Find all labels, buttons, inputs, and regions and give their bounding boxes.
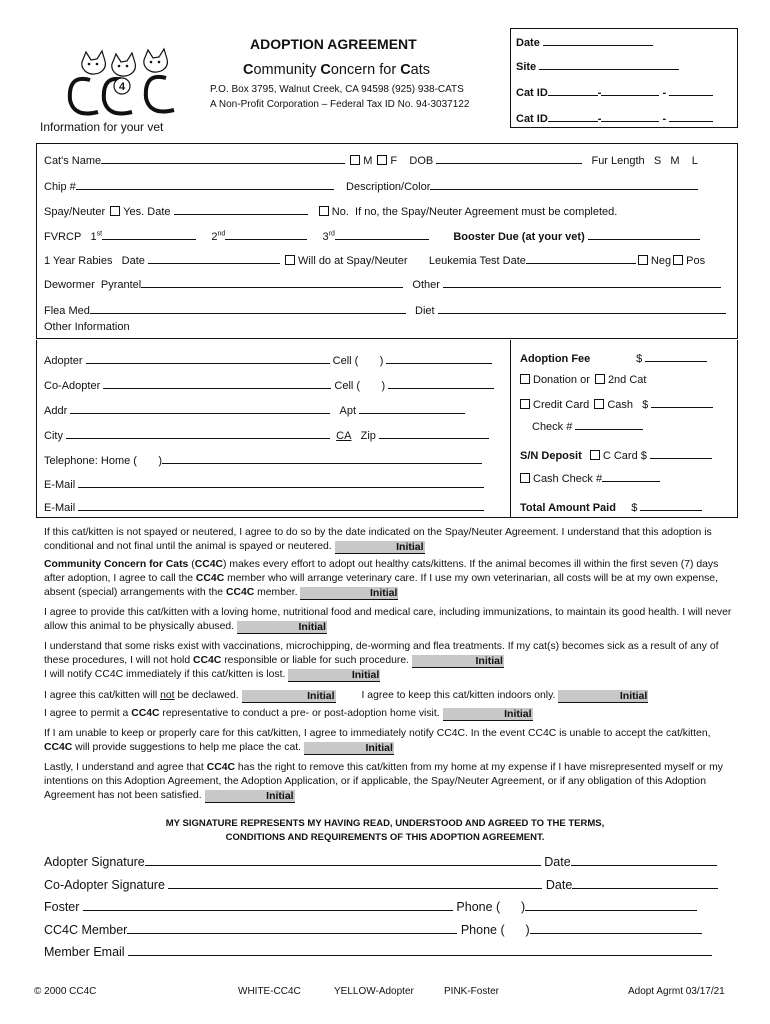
page-title: ADOPTION AGREEMENT (250, 36, 417, 52)
member-email-row: Member Email (44, 942, 712, 959)
adoption-fee-input[interactable] (645, 350, 707, 362)
coadopter-signature-input[interactable] (168, 875, 542, 889)
coadopter-input[interactable] (103, 377, 331, 389)
member-input[interactable] (127, 920, 457, 934)
other-input[interactable] (443, 276, 721, 288)
address-row: Addr Apt (44, 402, 465, 417)
total-input[interactable] (640, 499, 702, 511)
term-visit: I agree to permit a CC4C representative to conduct a pre- or post-adoption home visit. Initial (44, 708, 532, 720)
fvrcp-3-input[interactable] (335, 228, 429, 240)
sn-cash-checkbox[interactable] (520, 473, 530, 483)
cat-id-field-2[interactable]: Cat ID - - (516, 110, 713, 125)
initial-box[interactable]: Initial (558, 690, 648, 703)
initial-box[interactable]: Initial (237, 621, 327, 634)
org-tax-id: A Non-Profit Corporation – Federal Tax ID No. 94-3037122 (210, 99, 470, 110)
credit-card-checkbox[interactable] (520, 399, 530, 409)
foster-phone-input[interactable] (525, 897, 697, 911)
initial-box[interactable]: Initial (335, 541, 425, 554)
other-info-label: Other Information (44, 321, 130, 333)
member-email-input[interactable] (128, 942, 712, 956)
adopter-signature-row: Adopter Signature Date (44, 852, 717, 869)
spay-no-checkbox[interactable] (319, 206, 329, 216)
booster-input[interactable] (588, 228, 700, 240)
initial-box[interactable]: Initial (412, 655, 504, 668)
spay-yes-checkbox[interactable] (110, 206, 120, 216)
fvrcp-row: FVRCP 1st 2nd 3rd Booster Due (at your vet) (44, 228, 700, 243)
signature-heading-2: CONDITIONS AND REQUIREMENTS OF THIS ADOPTION AGREEMENT. (225, 832, 545, 843)
spay-date-input[interactable] (174, 203, 308, 215)
term-care: I agree to provide this cat/kitten with a loving home, nutritional food and medical care, including immunizations, to maintain its good health. I will never allow this animal to be physically abused. Initial (44, 607, 732, 634)
term-rehome: If I am unable to keep or properly care for this cat/kitten, I agree to immediately notify CC4C. In the event CC4C is unable to accept the cat/kitten, CC4C will provide suggestions to help me place the cat. Initial (44, 728, 711, 755)
org-name: Community Concern for Cats (243, 62, 431, 78)
telephone-input[interactable] (162, 452, 482, 464)
initial-box[interactable]: Initial (300, 587, 398, 600)
foster-input[interactable] (83, 897, 453, 911)
member-phone-input[interactable] (530, 920, 702, 934)
term-remove: Lastly, I understand and agree that CC4C has the right to remove this cat/kitten from my home at my expense if I have misrepresented myself or my intentions on this Adoption Agreement, the Adoption Application, or if applicable, the Spay/Neuter Agreement, or if any obligation of this Adoption Agreement has not been satisfied. Initial (44, 762, 723, 803)
org-address: P.O. Box 3795, Walnut Creek, CA 94598 (925) 938-CATS (210, 84, 464, 95)
cat-logo-icon (62, 42, 182, 120)
copyright: © 2000 CC4C (34, 986, 97, 997)
payment-amount-input[interactable] (651, 396, 713, 408)
email-input-2[interactable] (78, 499, 484, 511)
rabies-date-input[interactable] (148, 252, 280, 264)
initial-box[interactable]: Initial (242, 690, 336, 703)
donation-row: Donation or 2nd Cat (518, 374, 646, 386)
total-row: Total Amount Paid $ (520, 499, 702, 514)
coadopter-row: Co-Adopter Cell ( ) (44, 377, 494, 392)
adopter-signature-input[interactable] (145, 852, 541, 866)
cat-name-row: Cat's Name M F DOB Fur Length S M L (44, 152, 698, 167)
flea-row: Flea Med Diet (44, 302, 726, 317)
copy-white: WHITE-CC4C (238, 986, 301, 997)
cash-checkbox[interactable] (594, 399, 604, 409)
email-input-1[interactable] (78, 476, 484, 488)
initial-box[interactable]: Initial (205, 790, 295, 803)
chip-input[interactable] (76, 178, 334, 190)
sn-deposit-row: S/N Deposit C Card $ (520, 447, 712, 462)
email-row-1: E-Mail (44, 476, 484, 491)
signature-heading-1: MY SIGNATURE REPRESENTS MY HAVING READ, UNDERSTOOD AND AGREED TO THE TERMS, (165, 818, 605, 829)
term-health: Community Concern for Cats (CC4C) makes every effort to adopt out healthy cats/kittens. If the animal becomes ill within the first seven (7) days after adoption, I agree to call the CC4C member who will arrange veterinary care. If I use my own veterinarian, all costs will be at my own expense, absent (special) arrangements with the CC4C member. Initial (44, 559, 719, 600)
fvrcp-2-input[interactable] (225, 228, 307, 240)
adoption-fee-row: Adoption Fee $ (520, 350, 707, 365)
initial-box[interactable]: Initial (304, 742, 394, 755)
initial-box[interactable]: Initial (443, 708, 533, 721)
coadopter-signature-row: Co-Adopter Signature Date (44, 875, 718, 892)
adopter-cell-input[interactable] (386, 352, 492, 364)
term-spay: If this cat/kitten is not spayed or neutered, I agree to do so by the date indicated on the Spay/Neuter Agreement. I understand that this adoption is conditional and not final until the animal is spayed or neutered. Initial (44, 527, 712, 554)
vet-info-label: Information for your vet (40, 120, 164, 134)
adopter-sig-date-input[interactable] (571, 852, 717, 866)
female-checkbox[interactable] (377, 155, 387, 165)
member-row: CC4C Member Phone ( ) (44, 920, 702, 937)
adopter-input[interactable] (86, 352, 330, 364)
sn-check-input[interactable] (602, 470, 660, 482)
adopter-row: Adopter Cell ( ) (44, 352, 492, 367)
flea-input[interactable] (90, 302, 406, 314)
fee-divider (510, 340, 511, 518)
chip-row: Chip # Description/Color (44, 178, 698, 193)
address-input[interactable] (70, 402, 330, 414)
male-checkbox[interactable] (350, 155, 360, 165)
cat-id-field-1[interactable]: Cat ID - - (516, 84, 713, 99)
site-field[interactable]: Site (516, 58, 679, 73)
date-field[interactable]: Date (516, 34, 653, 49)
foster-row: Foster Phone ( ) (44, 897, 697, 914)
payment-row: Credit Card Cash $ (518, 396, 713, 411)
cat-name-input[interactable] (101, 152, 345, 164)
neg-checkbox[interactable] (638, 255, 648, 265)
telephone-row: Telephone: Home ( ) (44, 452, 482, 467)
term-risks: I understand that some risks exist with vaccinations, microchipping, de-worming and flea treatments. If my cat(s) becomes sick as a result of any of these procedures, I will not hold CC4C responsible or liable for such procedure. Initial I will notify CC4C immediately if this cat/kitten is lost. Initial (44, 641, 719, 682)
city-row: City CA Zip (44, 427, 489, 442)
apt-input[interactable] (359, 402, 465, 414)
svg-text:4: 4 (118, 81, 126, 93)
email-row-2: E-Mail (44, 499, 484, 514)
check-number-input[interactable] (575, 418, 643, 430)
fvrcp-1-input[interactable] (102, 228, 196, 240)
description-input[interactable] (430, 178, 698, 190)
pos-checkbox[interactable] (673, 255, 683, 265)
diet-input[interactable] (438, 302, 726, 314)
coadopter-sig-date-input[interactable] (572, 875, 718, 889)
coadopter-cell-input[interactable] (388, 377, 494, 389)
term-declaw: I agree this cat/kitten will not be declawed. Initial I agree to keep this cat/kitten indoors only. Initial (44, 690, 648, 702)
check-row: Check # (532, 418, 643, 433)
rabies-row: 1 Year Rabies Date Will do at Spay/Neuter Leukemia Test Date Neg Pos (44, 252, 705, 267)
form-id: Adopt Agrmt 03/17/21 (628, 986, 725, 997)
leuk-date-input[interactable] (526, 252, 636, 264)
copy-pink: PINK-Foster (444, 986, 500, 997)
spay-row: Spay/Neuter Yes. Date No. If no, the Spay/Neuter Agreement must be completed. (44, 203, 617, 218)
will-do-checkbox[interactable] (285, 255, 295, 265)
logo (62, 42, 182, 120)
dob-input[interactable] (436, 152, 582, 164)
copy-yellow: YELLOW-Adopter (334, 986, 414, 997)
donation-checkbox[interactable] (520, 374, 530, 384)
sn-ccard-input[interactable] (650, 447, 712, 459)
zip-input[interactable] (379, 427, 489, 439)
sn-ccard-checkbox[interactable] (590, 450, 600, 460)
second-cat-checkbox[interactable] (595, 374, 605, 384)
sn-cash-row: Cash Check # (518, 470, 660, 485)
dewormer-row: Dewormer Pyrantel Other (44, 276, 721, 291)
dewormer-input[interactable] (141, 276, 403, 288)
initial-box[interactable]: Initial (288, 669, 380, 682)
city-input[interactable] (66, 427, 330, 439)
